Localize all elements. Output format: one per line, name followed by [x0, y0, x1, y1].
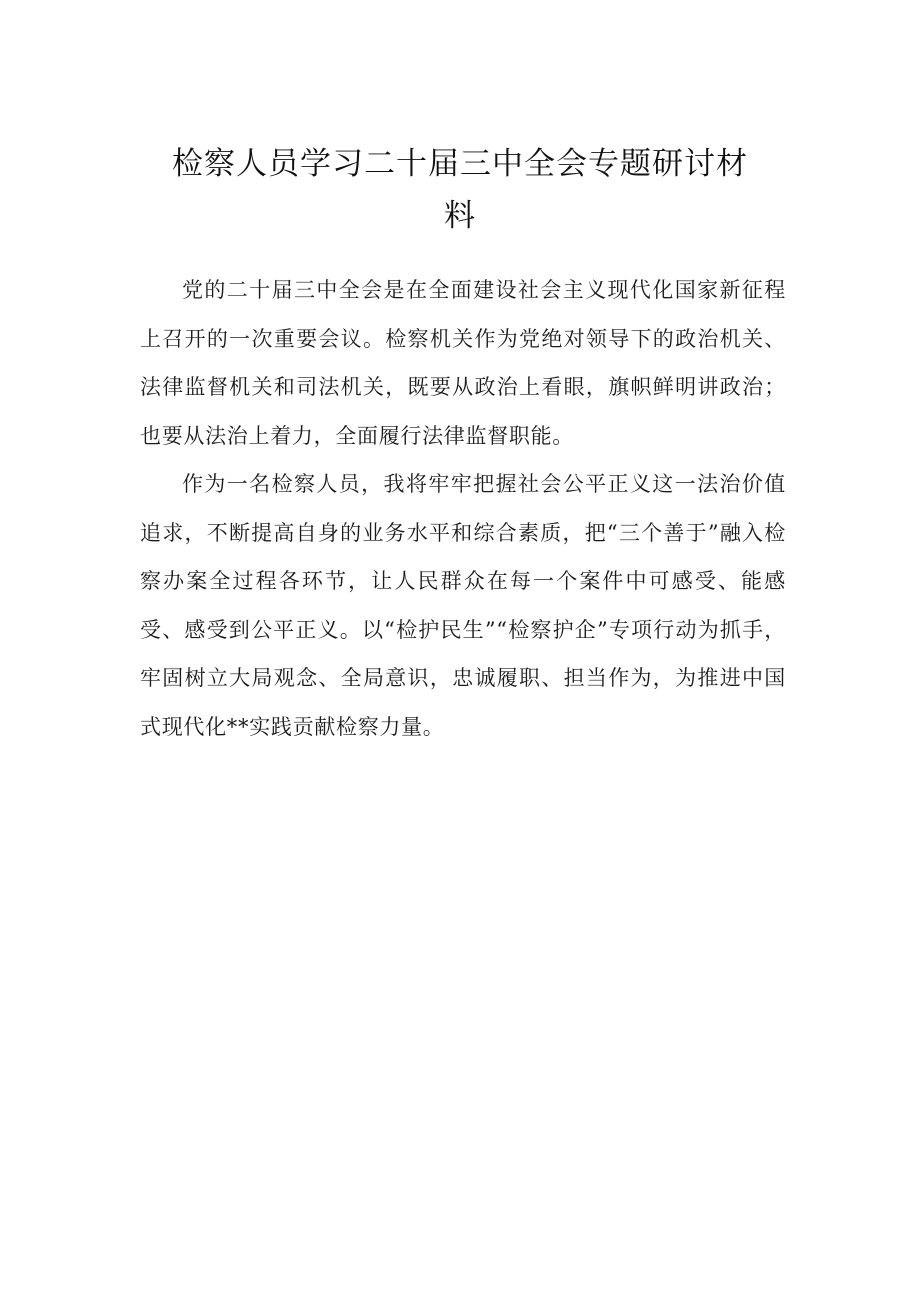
- document-body: [140, 266, 786, 751]
- document-title: [140, 138, 780, 242]
- document-title-line-1: 检察人员学习二十届三中全会专题研讨材: [172, 146, 748, 182]
- body-paragraph-1: 党的二十届三中全会是在全面建设社会主义现代化国家新征程上召开的一次重要会议。检察机关作为党绝对领导下的政治机关、法律监督机关和司法机关，既要从政治上看眼，旗帜鲜明讲政治；也要从法治上着力，全面履行法律监督职能。: [140, 278, 786, 448]
- document-title-line-2: 料: [444, 198, 476, 234]
- body-paragraph-2: 作为一名检察人员，我将牢牢把握社会公平正义这一法治价值追求，不断提高自身的业务水平和综合素质，把“三个善于”融入检察办案全过程各环节，让人民群众在每一个案件中可感受、能感受、感受到公平正义。以“检护民生”“检察护企”专项行动为抓手，牢固树立大局观念、全局意识，忠诚履职、担当作为，为推进中国式现代化**实践贡献检察力量。: [140, 472, 786, 739]
